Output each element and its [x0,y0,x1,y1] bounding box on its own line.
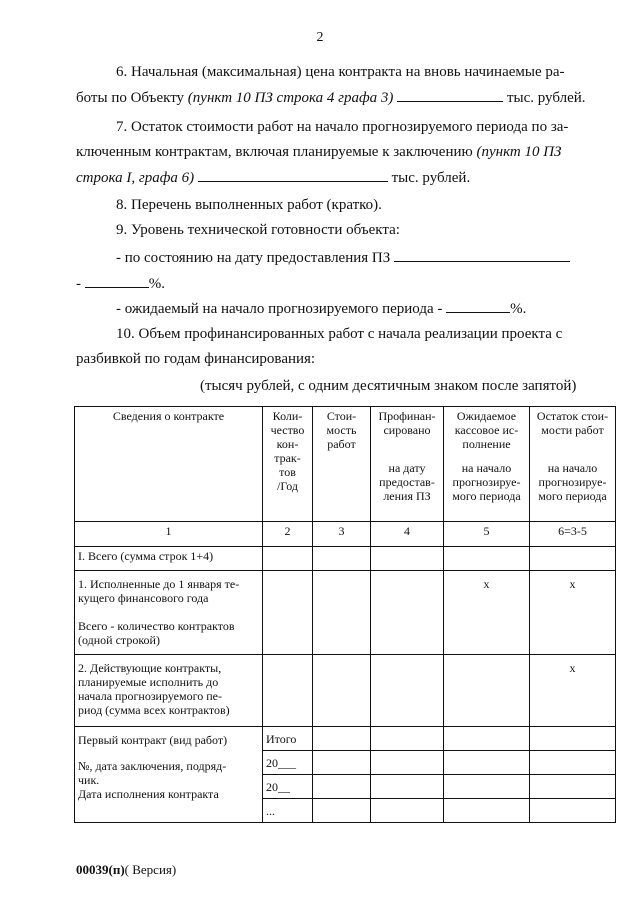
item6-unit: тыс. рублей. [506,90,586,106]
cell-input[interactable] [263,571,313,655]
cell-mark [530,655,616,727]
cell-input[interactable] [263,655,313,727]
row-executed-title: 1. Исполненные до 1 января те- кущего финансового года [78,577,240,605]
sub-total-label: Итого [263,727,313,751]
col-number-4: 4 [371,522,444,547]
header-remaining [530,407,616,522]
cell-input[interactable] [530,799,616,823]
cell-input[interactable] [313,727,371,751]
cell-input[interactable] [313,775,371,799]
header-count [263,407,313,522]
cell-input[interactable] [313,571,371,655]
header-expected-top: Ожидаемое кассовое ис- полнение [454,409,519,451]
item6-price-field[interactable] [397,88,503,102]
header-cost-label: Стои- мость работ [326,409,357,451]
item10-units: (тысяч рублей, с одним десятичным знаком после запятой) [200,378,577,394]
col-number-3: 3 [313,522,371,547]
financing-table [74,406,616,823]
item9-readiness-date-field[interactable] [394,248,570,262]
row-executed-mark-col6: х [569,577,576,591]
row-executed-label [75,571,263,655]
header-contract-info [75,407,263,522]
cell-input[interactable] [313,547,371,571]
item7-reference-part1: (пункт 10 ПЗ [476,144,562,160]
cell-input[interactable] [371,547,444,571]
header-expected [444,407,530,522]
header-remaining-bottom: на начало прогнозируе- мого периода [538,461,607,503]
item9-title: 9. Уровень технической готовности объекта: [116,222,400,238]
cell-input[interactable] [444,775,530,799]
cell-input[interactable] [371,655,444,727]
col-number-1: 1 [75,522,263,547]
row-executed-mark-col5: х [483,577,490,591]
footer-code: 00039(п) [76,862,125,877]
item9-line3 [116,299,526,318]
cell-input[interactable] [444,751,530,775]
item10-line2: разбивкой по годам финансирования: [76,351,316,367]
col-number-6: 6=3-5 [530,522,616,547]
header-count-label: Коли- чество кон- трак- тов /Год [270,409,305,493]
sub-year2-label: 20__ [263,775,313,799]
first-contract-label [75,727,263,823]
table-row-total [75,547,616,571]
cell-input[interactable] [530,547,616,571]
table-column-numbers-row [75,522,616,547]
cell-input[interactable] [371,799,444,823]
item7-line3 [76,168,470,187]
cell-input[interactable] [371,571,444,655]
row-total-label: I. Всего (сумма строк 1+4) [75,547,263,571]
item9-line2 [76,274,165,293]
item9-line2-suffix: %. [148,276,165,292]
col-number-2: 2 [263,522,313,547]
row-active-mark-col6: х [569,661,576,675]
header-financed-top: Профинан- сировано [378,409,436,437]
cell-input[interactable] [371,751,444,775]
table-row-first-contract-total [75,727,616,751]
row-executed-subtitle: Всего - количество контрактов (одной строкой) [78,619,235,647]
cell-input[interactable] [313,751,371,775]
first-contract-title: Первый контракт (вид работ) [78,733,228,747]
item7-line2-text: ключенным контрактам, включая планируемые к заключению [76,144,477,160]
item8-text: 8. Перечень выполненных работ (кратко). [116,197,382,213]
footer-form-code [76,862,176,878]
cell-input[interactable] [371,727,444,751]
header-remaining-top: Остаток стои- мости работ [536,409,609,437]
cell-input[interactable] [530,727,616,751]
sub-more-label: ... [263,799,313,823]
item6-line1 [76,63,590,81]
header-financed-bottom: на дату предостав- ления ПЗ [379,461,435,503]
item6-line2-text: боты по Объекту [76,90,188,106]
header-expected-bottom: на начало прогнозируе- мого периода [452,461,521,503]
cell-input[interactable] [444,727,530,751]
row-active-label [75,655,263,727]
item7-balance-field[interactable] [198,168,388,182]
item9-line1 [116,248,570,267]
table-row-executed [75,571,616,655]
item6-reference: (пункт 10 ПЗ строка 4 графа 3) [187,90,394,106]
cell-input[interactable] [313,655,371,727]
page-number: 2 [316,30,324,45]
item6-line2 [76,88,586,107]
item9-line2-prefix: - [76,276,81,292]
first-contract-detail: №, дата заключения, подряд- чик. [78,759,227,787]
cell-input[interactable] [530,775,616,799]
sub-year1-label: 20___ [263,751,313,775]
cell-input[interactable] [444,799,530,823]
item9-line3-text: - ожидаемый на начало прогнозируемого периода - [116,301,443,317]
cell-input[interactable] [263,547,313,571]
row-active-text: 2. Действующие контракты, планируемые исполнить до начала прогнозируемого пе- риод (сумма всех контрактов) [78,661,230,717]
cell-input[interactable] [530,751,616,775]
header-contract-info-label: Сведения о контракте [112,409,225,423]
item9-line1-text: - по состоянию на дату предоставления ПЗ [116,250,391,266]
item9-readiness-percent-field[interactable] [85,274,149,288]
item6-line1-text: 6. Начальная (максимальная) цена контракта на вновь начинаемые ра- [116,64,565,80]
item7-reference-part2: строка I, графа 6) [76,170,195,186]
item9-expected-percent-field[interactable] [446,299,510,313]
header-financed [371,407,444,522]
table-row-active [75,655,616,727]
cell-mark [530,571,616,655]
cell-input[interactable] [444,655,530,727]
cell-input[interactable] [371,775,444,799]
table-header-row [75,407,616,522]
cell-input[interactable] [313,799,371,823]
header-cost [313,407,371,522]
item10-line1: 10. Объем профинансированных работ с начала реализации проекта с [116,326,563,342]
item7-unit: тыс. рублей. [391,170,471,186]
first-contract-date: Дата исполнения контракта [78,787,219,801]
item9-line3-suffix: %. [510,301,527,317]
footer-version: ( Версия) [124,862,177,877]
item7-line1: 7. Остаток стоимости работ на начало прогнозируемого периода по за- [116,119,569,135]
item7-line2 [76,143,561,161]
cell-mark [444,571,530,655]
cell-input[interactable] [444,547,530,571]
col-number-5: 5 [444,522,530,547]
